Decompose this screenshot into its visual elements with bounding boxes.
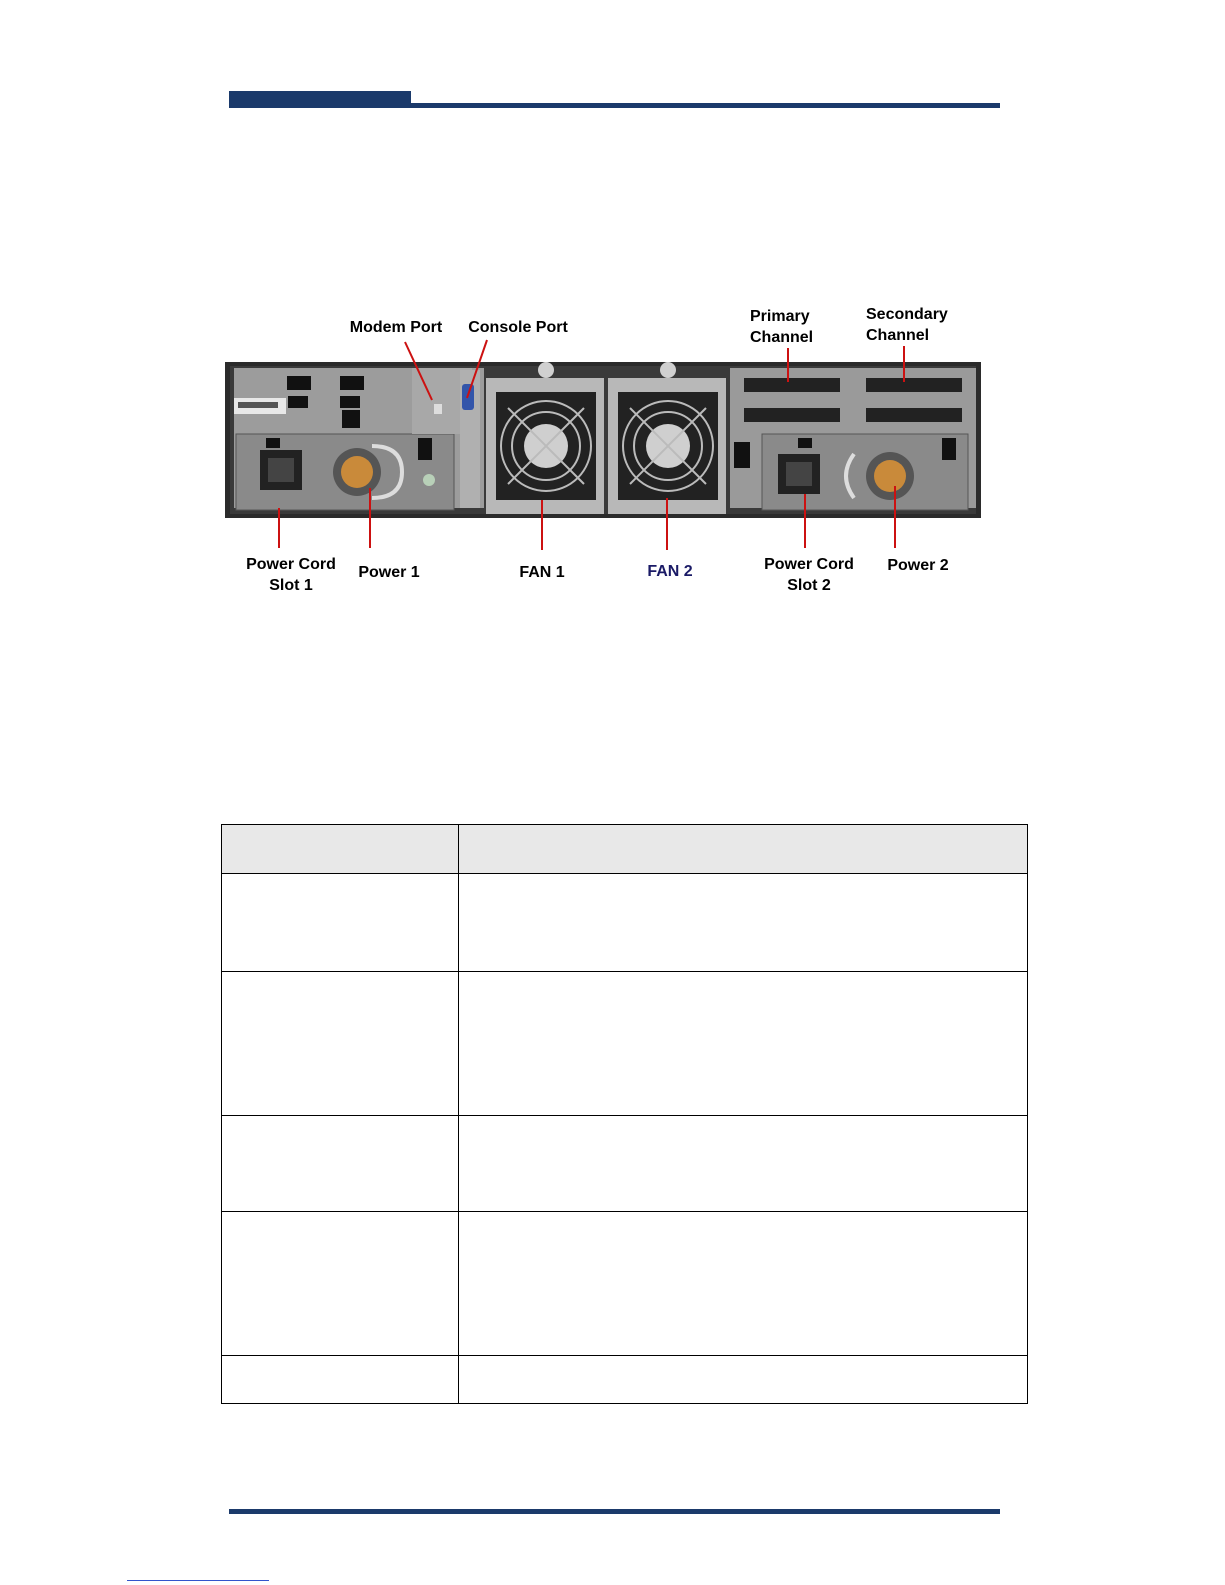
table-row <box>222 1356 1028 1404</box>
footer-rule <box>229 1509 1000 1514</box>
table-header-cell <box>222 825 459 874</box>
footer-link-underline <box>127 1580 269 1581</box>
secondary-channel-label: Secondary Channel <box>866 306 948 344</box>
power-1-label: Power 1 <box>358 564 420 581</box>
table-row <box>222 874 1028 972</box>
table-cell <box>459 972 1028 1116</box>
power-cord-slot-2-label: Power Cord Slot 2 <box>764 556 854 594</box>
power-2-label: Power 2 <box>887 557 949 574</box>
table-row <box>222 1116 1028 1212</box>
table-cell <box>222 1356 459 1404</box>
header-rule <box>229 103 1000 108</box>
console-port-label: Console Port <box>468 319 568 336</box>
table-cell <box>459 1212 1028 1356</box>
power-cord-slot-1-label: Power Cord Slot 1 <box>246 556 336 594</box>
table-cell <box>459 1116 1028 1212</box>
table-cell <box>222 1116 459 1212</box>
table-header-cell <box>459 825 1028 874</box>
rear-panel-figure <box>222 300 1002 610</box>
table-cell <box>222 1212 459 1356</box>
fan-1-label: FAN 1 <box>519 564 565 581</box>
table-row <box>222 1212 1028 1356</box>
table-cell <box>459 1356 1028 1404</box>
primary-channel-label: Primary Channel <box>750 308 814 346</box>
table-row <box>222 972 1028 1116</box>
fan-2-label: FAN 2 <box>647 563 693 580</box>
table-cell <box>222 972 459 1116</box>
table-cell <box>459 874 1028 972</box>
component-description-table <box>221 824 1028 1404</box>
modem-port-label: Modem Port <box>349 319 443 336</box>
table-header-row <box>222 825 1028 874</box>
table-cell <box>222 874 459 972</box>
